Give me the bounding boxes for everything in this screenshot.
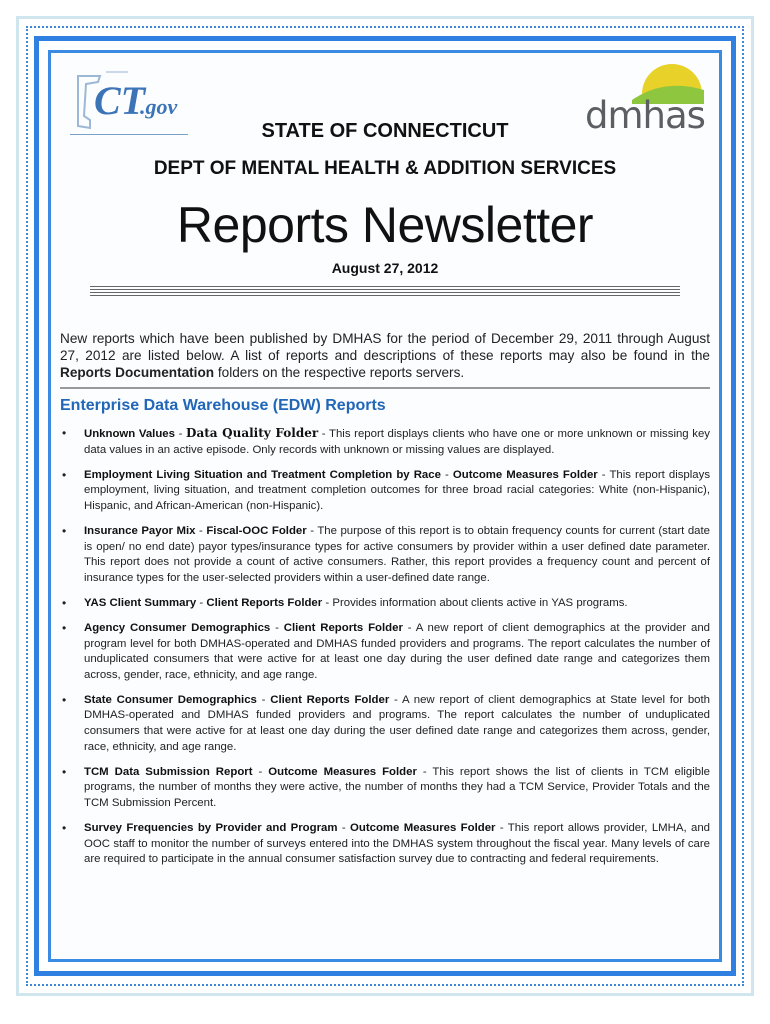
issue-date: August 27, 2012 (331, 260, 439, 276)
bullet-icon: • (62, 620, 67, 635)
title-rule (90, 286, 680, 296)
report-folder: Outcome Measures Folder (452, 468, 598, 481)
report-description: This report allows provider, LMHA, and OOC staff to monitor the number of surveys entered into the DMHAS system throughout the fiscal year. Many levels of care are required to participate in the annual consumer satisfaction survey due to contracting and federal requirements. (84, 821, 711, 866)
intro-text-end: folders on the respective reports servers. (214, 365, 465, 380)
dept-title: DEPT OF MENTAL HEALTH & ADDITION SERVICES (153, 158, 617, 179)
report-description: A new report of client demographics at State level for both DMHAS-operated and DMHAS funded providers and programs. The report calculates the number of unduplicated consumers that were active for at least one day during the user defined date range and categorizes them across, gender, race, ethnicity, and age range. (84, 693, 711, 753)
bullet-icon: • (62, 426, 67, 440)
bullet-icon: • (62, 467, 67, 482)
report-description: This report shows the list of clients in TCM eligible programs, the number of months they were active, the number of months they had a TCM Service, Provider Totals and the TCM Submission Percent. (84, 765, 710, 809)
svg-text:.gov: .gov (140, 94, 178, 119)
report-folder: Fiscal-OOC Folder (206, 524, 307, 537)
newsletter-page (60, 54, 710, 954)
svg-text:CT: CT (94, 78, 146, 123)
intro-divider (60, 387, 710, 389)
report-folder: Client Reports Folder (206, 596, 323, 609)
list-item: • State Consumer Demographics - Client Reports Folder - A new report of client demographics at State level for both DMHAS-operated and DMHAS funded providers and programs. The report calculates the number of unduplicated consumers that were active for at least one day during the user defined date range and categorizes them across, gender, race, ethnicity, and age range. (62, 692, 711, 753)
report-folder: Outcome Measures Folder (268, 765, 417, 778)
list-item: • Unknown Values - Data Quality Folder - This report displays clients who have one or more unknown or missing key data values in an active episode. Only records with unknown or missing values are displayed. (62, 426, 710, 456)
list-item: • Insurance Payor Mix - Fiscal-OOC Folder - The purpose of this report is to obtain frequency counts for current (start date is open/ no end date) payor types/insurance types for active consumers by provider within a user defined date parameter. This report does not provide a count of active consumers. Rather, this report provides a frequency count and percent of insurance types for the user-selected providers within a user-defined date range. (62, 523, 710, 584)
reports-documentation-label: Reports Documentation (60, 365, 215, 380)
bullet-icon: • (62, 523, 67, 538)
bullet-icon: • (62, 764, 67, 779)
state-title: STATE OF CONNECTICUT (261, 120, 509, 142)
list-item: • TCM Data Submission Report - Outcome Measures Folder - This report shows the list of clients in TCM eligible programs, the number of months they were active, the number of months they had a TCM Service, Provider Totals and the TCM Submission Percent. (62, 764, 710, 809)
report-description: The purpose of this report is to obtain frequency counts for current (start date is open/ no end date) payor types/insurance types for active consumers by provider within a user defined date parameter. This report does not provide a count of active consumers. Rather, this report provides a frequency count and percent of insurance types for the user-selected providers within a user-defined date range. (84, 524, 710, 584)
report-description: This report displays employment, living situation, and treatment completion outcomes for three broad racial categories: White (non-Hispanic), Hispanic, and African-American (non-Hispanic). (84, 468, 711, 512)
report-description: A new report of client demographics at the provider and program level for both DMHAS-operated and DMHAS funded providers and programs. The report calculates the number of unduplicated consumers that were active for at least one day during the user defined date range and categorizes them across, gender, race, ethnicity, and age range. (84, 621, 711, 681)
report-name: Insurance Payor Mix (84, 524, 196, 537)
report-folder: Client Reports Folder (270, 693, 390, 706)
newsletter-title: Reports Newsletter (176, 197, 594, 253)
bullet-icon: • (62, 692, 67, 707)
report-name: TCM Data Submission Report (84, 765, 253, 778)
list-item: • Employment Living Situation and Treatment Completion by Race - Outcome Measures Folder - This report displays employment, living situation, and treatment completion outcomes for three broad racial categories: White (non-Hispanic), Hispanic, and African-American (non-Hispanic). (62, 467, 711, 512)
intro-paragraph (60, 330, 710, 381)
report-folder: Outcome Measures Folder (350, 821, 496, 834)
report-folder: Data Quality Folder (186, 426, 319, 440)
bullet-icon: • (62, 820, 67, 835)
report-description: Provides information about clients active in YAS programs. (332, 596, 628, 609)
report-description: This report displays clients who have one or more unknown or missing key data values in an active episode. Only records with unknown or missing values are displayed. (84, 428, 710, 456)
report-folder: Client Reports Folder (283, 621, 403, 634)
report-name: State Consumer Demographics (84, 693, 257, 706)
report-name: Survey Frequencies by Provider and Program (84, 821, 338, 834)
list-item: • Survey Frequencies by Provider and Program - Outcome Measures Folder - This report allows provider, LMHA, and OOC staff to monitor the number of surveys entered into the DMHAS system throughout the fiscal year. Many levels of care are required to participate in the annual consumer satisfaction survey due to contracting and federal requirements. (62, 820, 711, 866)
intro-text-start: New reports which have been published by DMHAS for the period of December 29, 2011 through August 27, 2012 are listed below. A list of reports and descriptions of these reports may also be found in the (60, 331, 710, 363)
report-name: Unknown Values (84, 428, 175, 440)
list-item: • YAS Client Summary - Client Reports Folder - Provides information about clients active in YAS programs. (62, 595, 628, 610)
list-item: • Agency Consumer Demographics - Client Reports Folder - A new report of client demographics at the provider and program level for both DMHAS-operated and DMHAS funded providers and programs. The report calculates the number of unduplicated consumers that were active for at least one day during the user defined date range and categorizes them across, gender, race, ethnicity, and age range. (62, 620, 711, 681)
dmhas-wordmark: dmhas (585, 94, 705, 137)
report-name: YAS Client Summary (84, 596, 197, 609)
report-list (60, 426, 710, 877)
section-heading: Enterprise Data Warehouse (EDW) Reports (60, 397, 386, 414)
report-name: Employment Living Situation and Treatment Completion by Race (84, 468, 441, 481)
report-name: Agency Consumer Demographics (84, 621, 271, 634)
bullet-icon: • (62, 595, 67, 610)
